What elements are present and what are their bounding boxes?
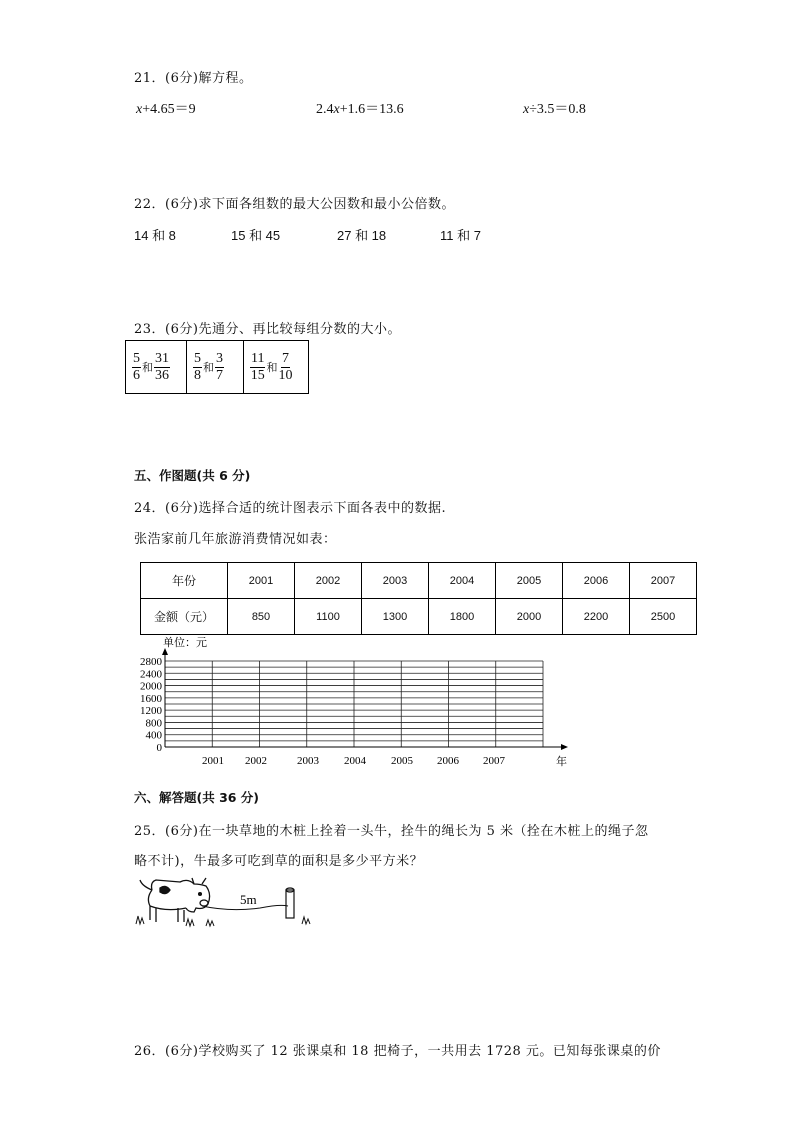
- q22-pair-2: 15 和 45: [231, 228, 281, 243]
- connector: 和: [266, 361, 278, 374]
- table-cell: 850: [228, 599, 295, 635]
- q21-equation-2: 2.4x+1.6＝13.6: [316, 102, 404, 117]
- table-cell: 2007: [630, 563, 697, 599]
- grass-icon: [136, 916, 310, 926]
- x-tick-label: 2002: [245, 755, 267, 767]
- x-tick-label: 2001: [202, 755, 224, 767]
- q26-line-1: 26．(6分)学校购买了 12 张课桌和 18 把椅子，一共用去 1728 元。已知每张课桌的价: [134, 1044, 661, 1059]
- table-cell: 2000: [496, 599, 563, 635]
- fraction: $\frac{11}{15}$: [250, 350, 265, 383]
- fraction-table: [125, 340, 309, 394]
- fraction-group-2: [187, 341, 244, 394]
- cow-and-stake-illustration: [130, 872, 330, 934]
- table-cell: 2003: [362, 563, 429, 599]
- table-cell: 2500: [630, 599, 697, 635]
- section-5-heading: 五、作图题(共 6 分): [134, 468, 251, 483]
- q25-line-2: 略不计)，牛最多可吃到草的面积是多少平方米？: [134, 854, 424, 869]
- fraction: $\frac{7}{10}$: [278, 350, 293, 383]
- x-tick-label: 2004: [344, 755, 366, 767]
- table-header-amount: 金额（元）: [141, 599, 228, 635]
- section-6-heading: 六、解答题(共 36 分): [134, 790, 260, 805]
- q25-line-1: 25．(6分)在一块草地的木桩上拴着一头牛，拴牛的绳长为 5 米（拴在木桩上的绳子忽: [134, 824, 649, 839]
- q22-pair-1: 14 和 8: [134, 228, 176, 243]
- q22-pair-3: 27 和 18: [337, 228, 387, 243]
- connector: 和: [142, 361, 153, 374]
- table-cell: 2005: [496, 563, 563, 599]
- x-tick-label: 2006: [437, 755, 459, 767]
- table-cell: 2002: [295, 563, 362, 599]
- table-cell: 2004: [429, 563, 496, 599]
- connector: 和: [203, 361, 214, 374]
- y-tick-label: 400: [145, 729, 162, 742]
- table-cell: 1800: [429, 599, 496, 635]
- x-unit-label: 年: [556, 756, 567, 768]
- y-tick-label: 2000: [140, 680, 162, 693]
- table-row: [141, 563, 697, 599]
- q24-title: 24．(6分)选择合适的统计图表示下面各表中的数据.: [134, 501, 447, 516]
- q23-title: 23．(6分)先通分、再比较每组分数的大小。: [134, 322, 401, 337]
- table-row: [141, 599, 697, 635]
- fraction-group-3: [244, 341, 309, 394]
- q22-title: 22．(6分)求下面各组数的最大公因数和最小公倍数。: [134, 197, 455, 212]
- fraction: $\frac{5}{6}$: [133, 350, 140, 383]
- y-unit-label: 单位：元: [163, 637, 207, 649]
- table-cell: 1300: [362, 599, 429, 635]
- stake-icon: [286, 888, 294, 918]
- x-tick-label: 2005: [391, 755, 413, 767]
- table-header-year: 年份: [141, 563, 228, 599]
- table-cell: 2200: [563, 599, 630, 635]
- q21-title: 21．(6分)解方程。: [134, 71, 253, 86]
- q22-pair-4: 11 和 7: [440, 228, 481, 243]
- rope-length-label: 5m: [240, 892, 257, 907]
- spending-table: [140, 562, 697, 635]
- q24-intro: 张浩家前几年旅游消费情况如表：: [134, 532, 337, 547]
- y-tick-label: 800: [145, 717, 162, 730]
- x-axis-arrow: [561, 744, 568, 750]
- fraction-group-1: [126, 341, 187, 394]
- x-tick-label: 2007: [483, 755, 505, 767]
- table-cell: 2006: [563, 563, 630, 599]
- y-tick-label: 0: [156, 742, 162, 754]
- fraction: $\frac{31}{36}$: [155, 350, 169, 383]
- x-tick-label: 2003: [297, 755, 319, 767]
- table-cell: 1100: [295, 599, 362, 635]
- table-cell: 2001: [228, 563, 295, 599]
- q21-equation-1: x+4.65＝9: [136, 102, 196, 117]
- blank-line-chart-grid: [125, 635, 585, 775]
- y-tick-label: 2400: [140, 668, 162, 681]
- fraction: $\frac{3}{7}$: [216, 350, 223, 383]
- fraction: $\frac{5}{8}$: [194, 350, 201, 383]
- cow-icon: [140, 878, 210, 922]
- y-tick-label: 2800: [140, 656, 162, 668]
- y-axis-arrow: [162, 648, 168, 655]
- y-tick-label: 1600: [140, 692, 162, 705]
- q21-equation-3: x÷3.5＝0.8: [523, 102, 586, 117]
- y-tick-label: 1200: [140, 705, 162, 718]
